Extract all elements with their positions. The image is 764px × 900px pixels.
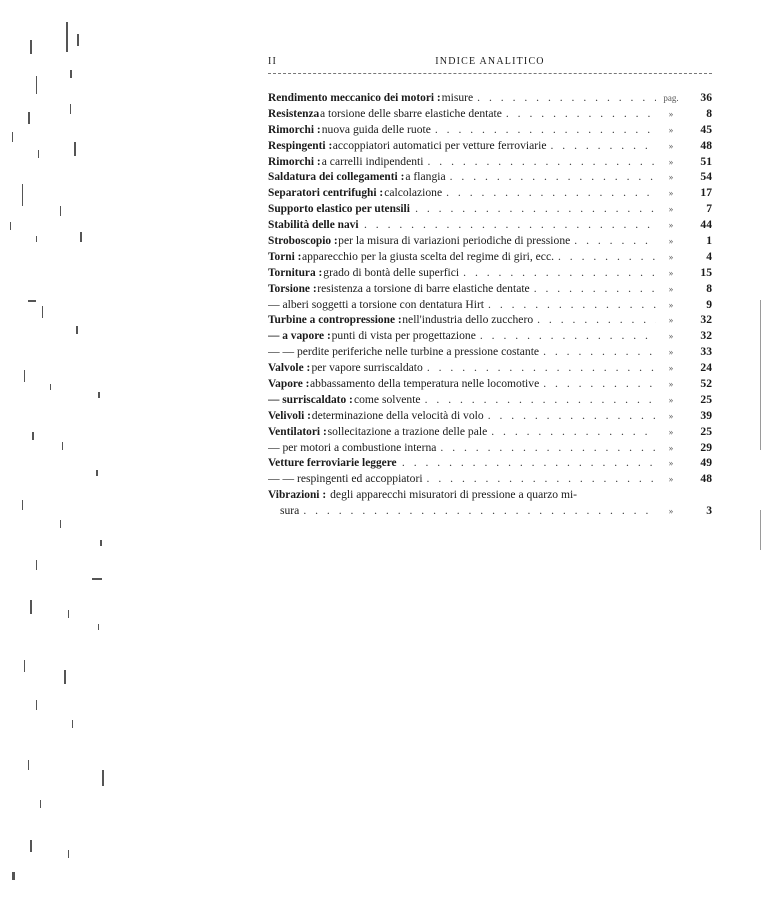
dot-leader	[450, 169, 656, 185]
dot-leader	[364, 217, 656, 233]
entry-heading: Rendimento meccanico dei motori :	[268, 92, 441, 104]
page-ref-mark: »	[668, 379, 674, 390]
index-entry	[268, 233, 712, 249]
entry-heading: Tornitura :	[268, 266, 323, 279]
index-entry	[268, 344, 712, 360]
page-ref-mark: »	[668, 347, 674, 358]
entry-description: nuova guida delle ruote	[321, 122, 431, 136]
entry-description: calcolazione	[384, 186, 443, 200]
entry-description: — — perdite periferiche nelle turbine a pressione costante	[268, 345, 540, 359]
page-ref-mark: »	[668, 188, 674, 199]
dot-leader	[491, 424, 656, 440]
page-reference: 44	[700, 218, 712, 232]
entry-heading: Torni :	[268, 250, 302, 263]
dot-leader	[415, 201, 656, 217]
index-entry	[268, 265, 712, 281]
entry-description: degli apparecchi misuratori di pressione a quarzo mi-	[330, 488, 578, 502]
page-reference: 36	[700, 91, 712, 104]
index-entry	[268, 122, 712, 138]
entry-heading: Vapore :	[268, 378, 310, 391]
dot-leader	[506, 106, 656, 122]
entry-heading: Rimorchi :	[268, 123, 321, 136]
page-ref-mark: »	[668, 315, 674, 326]
index-entry	[268, 201, 712, 217]
entry-description: — alberi soggetti a torsione con dentatura Hirt	[268, 297, 485, 311]
dot-leader	[427, 471, 656, 487]
index-entry	[268, 312, 712, 328]
entry-heading: Turbine a contropressione :	[268, 314, 402, 327]
page-ref-mark: »	[668, 283, 674, 294]
scan-edge-line	[760, 300, 761, 450]
dot-leader	[543, 376, 656, 392]
page-reference: 39	[700, 408, 712, 422]
page-reference: 17	[700, 186, 712, 200]
entry-description: a torsione delle sbarre elastiche dentate	[320, 106, 502, 120]
page-ref-mark: »	[668, 474, 674, 485]
page-reference: 48	[700, 472, 712, 486]
dot-leader	[558, 249, 656, 265]
entry-heading: Stroboscopio :	[268, 235, 338, 248]
page-ref-mark: »	[668, 426, 674, 437]
scan-edge-line	[760, 510, 761, 550]
index-entry	[268, 408, 712, 424]
page-ref-mark: »	[668, 156, 674, 167]
page-ref-mark: »	[668, 299, 674, 310]
page-reference: 52	[700, 377, 712, 391]
dot-leader	[463, 265, 656, 281]
dot-leader	[446, 185, 656, 201]
index-entry	[268, 455, 712, 471]
entry-heading: Resistenza	[268, 107, 320, 120]
index-entry	[268, 487, 712, 503]
page-ref-mark: pag.	[663, 93, 679, 103]
dot-leader	[427, 154, 656, 170]
entry-description: sura	[280, 504, 300, 518]
running-header	[268, 56, 712, 72]
page-ref-mark: »	[668, 267, 674, 278]
index-entry	[268, 217, 712, 233]
page-reference: 1	[706, 234, 712, 248]
page-reference: 45	[700, 122, 712, 136]
dot-leader	[303, 503, 656, 519]
page-ref-mark: »	[668, 363, 674, 374]
index-entry	[268, 154, 712, 170]
dot-leader	[427, 360, 656, 376]
dot-leader	[488, 297, 656, 313]
entry-description: misure	[441, 91, 474, 104]
page-ref-mark: »	[668, 108, 674, 119]
index-entry	[268, 297, 712, 313]
entry-heading: Torsione :	[268, 282, 317, 295]
dot-leader	[440, 440, 656, 456]
index-entry	[268, 424, 712, 440]
page-ref-mark: »	[668, 140, 674, 151]
entry-description: nell'industria dello zucchero	[402, 313, 534, 327]
entry-heading: Vetture ferroviarie leggere	[268, 457, 397, 470]
page-reference: 54	[700, 170, 712, 184]
entry-description: per la misura di variazioni periodiche di pressione	[338, 234, 571, 248]
page-reference: 25	[700, 392, 712, 406]
dot-leader	[550, 138, 656, 154]
page-reference: 15	[700, 265, 712, 279]
entry-heading: Stabilità delle navi	[268, 219, 359, 232]
dot-leader	[488, 408, 656, 424]
page-reference: 48	[700, 138, 712, 152]
entry-description: determinazione della velocità di volo	[311, 408, 484, 422]
dot-leader	[435, 122, 656, 138]
entry-heading: Supporto elastico per utensili	[268, 203, 410, 216]
entry-heading: Rimorchi :	[268, 155, 321, 168]
page-reference: 8	[706, 281, 712, 295]
entry-heading: — surriscaldato :	[268, 393, 353, 406]
dot-leader	[574, 233, 656, 249]
entry-heading: Respingenti :	[268, 139, 333, 152]
entry-description: grado di bontà delle superfici	[323, 265, 460, 279]
page-ref-mark: »	[668, 394, 674, 405]
dot-leader	[543, 344, 656, 360]
page-ref-mark: »	[668, 458, 674, 469]
index-entry	[268, 138, 712, 154]
page-reference: 25	[700, 424, 712, 438]
index-entry	[268, 471, 712, 487]
entry-heading: — a vapore :	[268, 330, 331, 343]
header-rule	[268, 73, 712, 74]
page-reference: 7	[706, 202, 712, 216]
dot-leader	[480, 328, 656, 344]
page-reference: 9	[706, 297, 712, 311]
dot-leader	[425, 392, 656, 408]
index-entry	[268, 328, 712, 344]
index-entry	[268, 281, 712, 297]
entry-description: — per motori a combustione interna	[268, 440, 437, 454]
page-ref-mark: »	[668, 410, 674, 421]
index-entry-continuation	[268, 503, 712, 519]
page-ref-mark: »	[668, 251, 674, 262]
entry-heading: Valvole :	[268, 362, 311, 375]
page-reference: 33	[700, 345, 712, 359]
entry-description: a flangia	[405, 170, 446, 184]
dot-leader	[537, 312, 656, 328]
page-title: INDICE ANALITICO	[435, 56, 545, 67]
entry-description: — — respingenti ed accoppiatori	[268, 472, 423, 486]
entry-heading: Separatori centrifughi :	[268, 187, 384, 200]
index-entry	[268, 440, 712, 456]
page-reference: 32	[700, 329, 712, 343]
page-ref-mark: »	[668, 220, 674, 231]
dot-leader	[402, 455, 656, 471]
page-ref-mark: »	[668, 442, 674, 453]
page-number: II	[268, 56, 278, 67]
index-entry	[268, 90, 712, 106]
page-reference: 29	[700, 440, 712, 454]
index-entry	[268, 185, 712, 201]
index-entry	[268, 392, 712, 408]
index-entry	[268, 360, 712, 376]
page-ref-mark: »	[668, 172, 674, 183]
index-entry	[268, 376, 712, 392]
entry-description: a carrelli indipendenti	[321, 154, 424, 168]
index-entry	[268, 169, 712, 185]
entry-description: punti di vista per progettazione	[331, 329, 476, 343]
entry-heading: Velivoli :	[268, 409, 311, 422]
dot-leader	[477, 90, 656, 106]
entry-description: per vapore surriscaldato	[311, 361, 423, 375]
page-reference: 3	[706, 504, 712, 518]
entry-heading: Ventilatori :	[268, 425, 327, 438]
entry-description: accoppiatori automatici per vetture ferroviarie	[332, 138, 547, 152]
page-ref-mark: »	[668, 124, 674, 135]
page-reference: 24	[700, 361, 712, 375]
page-reference: 51	[700, 154, 712, 168]
entry-heading: Saldatura dei collegamenti :	[268, 171, 405, 184]
entry-description: sollecitazione a trazione delle pale	[327, 424, 488, 438]
page-reference: 49	[700, 456, 712, 470]
page-ref-mark: »	[668, 204, 674, 215]
entry-description: apparecchio per la giusta scelta del regime di giri, ecc.	[301, 249, 554, 263]
page-ref-mark: »	[668, 331, 674, 342]
entry-description: come solvente	[353, 392, 421, 406]
scan-margin-marks	[0, 0, 160, 900]
page-reference: 4	[706, 249, 712, 263]
page-ref-mark: »	[668, 506, 674, 517]
page-reference: 8	[706, 106, 712, 120]
page-ref-mark: »	[668, 236, 674, 247]
index-entry	[268, 249, 712, 265]
index-entry	[268, 106, 712, 122]
entry-heading: Vibrazioni :	[268, 489, 327, 502]
dot-leader	[534, 281, 656, 297]
entry-description: abbassamento della temperatura nelle locomotive	[310, 377, 540, 391]
index-list	[268, 90, 712, 519]
entry-description: resistenza a torsione di barre elastiche dentate	[317, 281, 530, 295]
page-reference: 32	[700, 313, 712, 327]
